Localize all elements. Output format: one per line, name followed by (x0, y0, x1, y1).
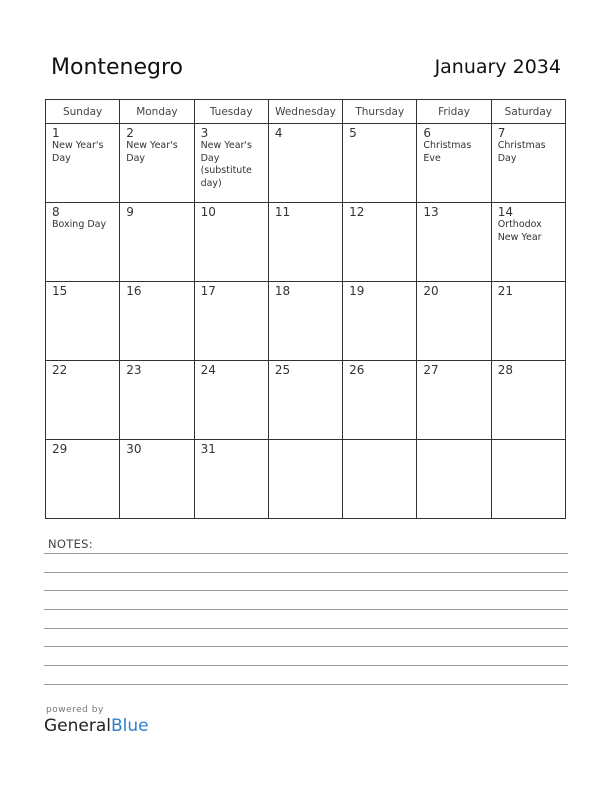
calendar-week-row (46, 124, 566, 203)
day-number: 21 (497, 284, 513, 298)
calendar-day-cell (46, 124, 120, 203)
day-number: 8 (52, 205, 60, 219)
note-line (44, 646, 568, 647)
day-number: 3 (200, 126, 209, 140)
day-number: 2 (126, 126, 134, 140)
day-number: 13 (423, 205, 439, 219)
calendar-week-row (46, 282, 566, 361)
day-number: 20 (423, 284, 439, 298)
calendar-month-title: January 2034 (434, 56, 561, 78)
calendar-country-title: Montenegro (51, 55, 184, 80)
calendar-day-cell (417, 124, 491, 203)
day-number: 24 (200, 363, 216, 377)
calendar-day-cell (491, 361, 565, 440)
calendar-day-cell (46, 440, 120, 519)
day-number: 11 (274, 205, 291, 219)
day-number: 26 (349, 363, 365, 377)
calendar-day-cell (268, 124, 342, 203)
calendar-week-row (46, 440, 566, 519)
day-number: 9 (126, 205, 134, 219)
calendar-grid (45, 99, 566, 519)
calendar-day-cell (417, 440, 491, 519)
calendar-day-cell (268, 282, 342, 361)
day-number: 19 (349, 284, 365, 298)
calendar-day-cell (120, 361, 194, 440)
holiday-label: Christmas Day (497, 140, 546, 164)
weekday-header: Tuesday (194, 100, 268, 124)
calendar-day-cell (268, 440, 342, 519)
day-number: 7 (497, 126, 506, 140)
day-number: 27 (423, 363, 439, 377)
note-line (44, 572, 568, 573)
calendar-day-cell (120, 203, 194, 282)
note-line (44, 628, 568, 629)
calendar-day-cell (491, 440, 565, 519)
brand-logo (44, 716, 149, 736)
weekday-header: Sunday (46, 100, 120, 124)
holiday-label: New Year's Day (126, 140, 178, 164)
calendar-day-cell (343, 361, 417, 440)
calendar-day-cell (194, 440, 268, 519)
day-number: 31 (200, 442, 216, 456)
calendar-day-cell (417, 361, 491, 440)
calendar-day-cell (194, 203, 268, 282)
day-number: 17 (200, 284, 216, 298)
calendar-day-cell (120, 440, 194, 519)
day-number: 30 (126, 442, 142, 456)
note-line (44, 684, 568, 685)
calendar-day-cell (343, 282, 417, 361)
calendar-day-cell (343, 203, 417, 282)
calendar-week-row (46, 203, 566, 282)
day-number: 1 (52, 126, 60, 140)
day-number: 6 (423, 126, 432, 140)
calendar-day-cell (46, 361, 120, 440)
brand-blue-text: Blue (111, 716, 149, 736)
weekday-header-row (46, 100, 566, 124)
day-number: 12 (349, 205, 365, 219)
note-line (44, 665, 568, 666)
calendar-day-cell (343, 440, 417, 519)
calendar-day-cell (417, 203, 491, 282)
calendar-day-cell (120, 124, 194, 203)
note-line (44, 609, 568, 610)
calendar-day-cell (417, 282, 491, 361)
holiday-label: Christmas Eve (423, 140, 472, 164)
day-number: 18 (274, 284, 291, 298)
day-number: 22 (52, 363, 68, 377)
calendar-day-cell (491, 124, 565, 203)
calendar-day-cell (343, 124, 417, 203)
day-number: 5 (349, 126, 357, 140)
notes-label: NOTES: (48, 537, 93, 551)
calendar-week-row (46, 361, 566, 440)
calendar-day-cell (194, 361, 268, 440)
holiday-label: Orthodox New Year (497, 219, 542, 243)
calendar-day-cell (120, 282, 194, 361)
weekday-header: Thursday (343, 100, 417, 124)
holiday-label: New Year's Day (substitute day) (200, 140, 252, 189)
weekday-header: Saturday (491, 100, 565, 124)
note-line (44, 590, 568, 591)
calendar-day-cell (268, 361, 342, 440)
calendar-day-cell (46, 282, 120, 361)
weekday-header: Monday (120, 100, 194, 124)
calendar-day-cell (268, 203, 342, 282)
day-number: 29 (52, 442, 68, 456)
day-number: 23 (126, 363, 142, 377)
day-number: 28 (497, 363, 513, 377)
day-number: 4 (274, 126, 283, 140)
day-number: 16 (126, 284, 142, 298)
note-line (44, 553, 568, 554)
day-number: 14 (497, 205, 513, 219)
day-number: 25 (274, 363, 291, 377)
calendar-day-cell (194, 124, 268, 203)
weekday-header: Wednesday (268, 100, 342, 124)
calendar-day-cell (194, 282, 268, 361)
weekday-header: Friday (417, 100, 491, 124)
calendar-day-cell (491, 282, 565, 361)
brand-general-text: General (44, 716, 111, 736)
calendar-day-cell (46, 203, 120, 282)
holiday-label: New Year's Day (52, 140, 104, 164)
holiday-label: Boxing Day (52, 219, 107, 230)
day-number: 15 (52, 284, 68, 298)
day-number: 10 (200, 205, 216, 219)
powered-by-text: powered by (46, 705, 104, 715)
calendar-day-cell (491, 203, 565, 282)
